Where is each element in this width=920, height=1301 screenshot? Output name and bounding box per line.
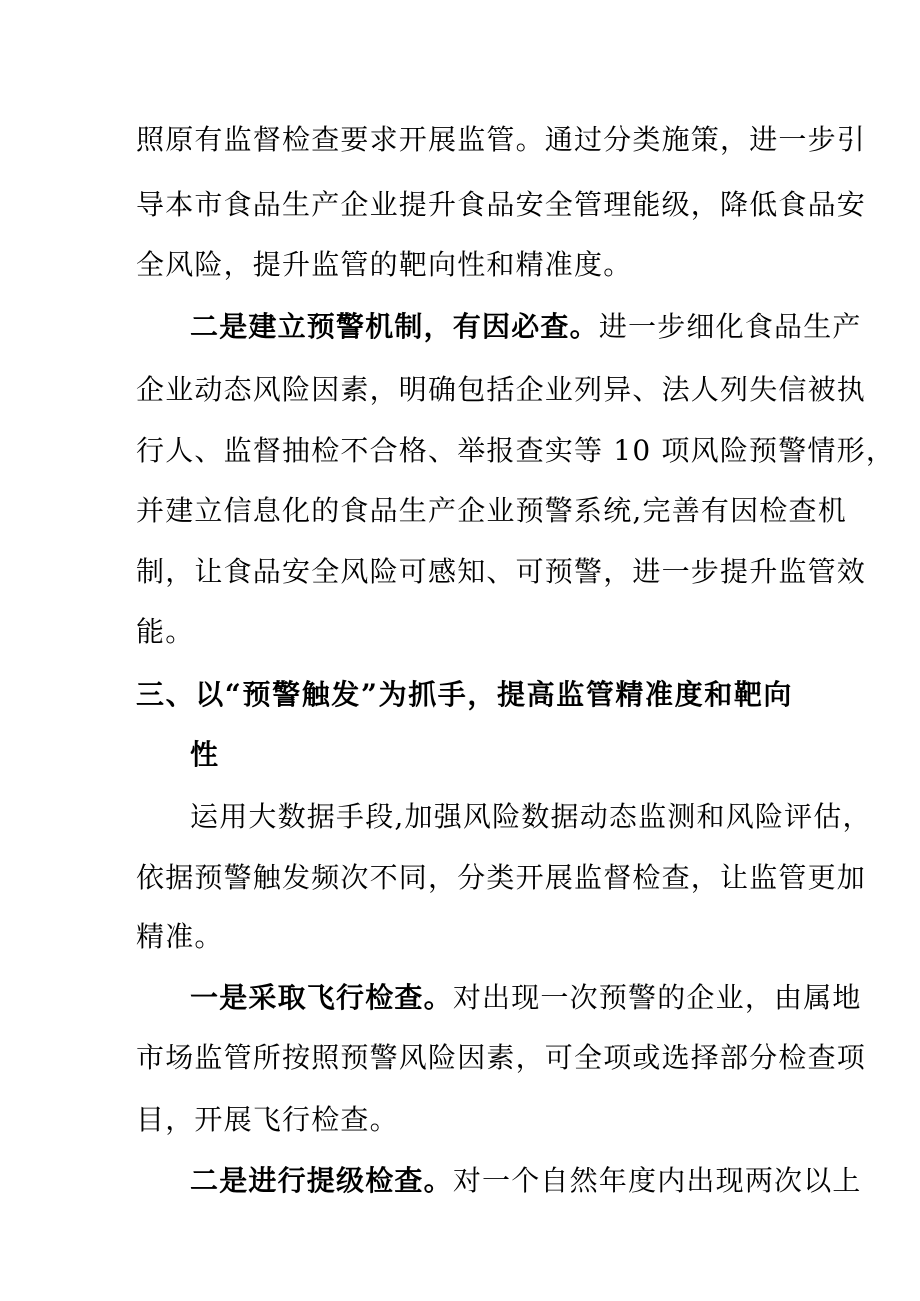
paragraph-2-line-2 <box>136 370 866 410</box>
paragraph-3-line-2 <box>136 858 866 898</box>
section-3-heading-line-2 <box>190 735 220 775</box>
text-run: 对一个自然年度内出现两次以上 <box>452 1164 862 1197</box>
bold-lead-in: 二是进行提级检查。 <box>190 1164 453 1197</box>
text-run: 能。 <box>136 615 195 648</box>
paragraph-5-line-1 <box>190 1161 862 1201</box>
paragraph-2-line-6 <box>136 612 194 652</box>
paragraph-2-line-3 <box>136 431 895 471</box>
text-run: 目，开展飞行检查。 <box>136 1103 399 1136</box>
text-run: 进一步细化食品生产 <box>598 310 862 343</box>
text-run: 企业动态风险因素，明确包括企业列异、法人列失信被执 <box>136 373 867 406</box>
text-run: 照原有监督检查要求开展监管。通过分类施策，进一步引 <box>136 123 867 156</box>
paragraph-3-line-3 <box>136 917 224 957</box>
paragraph-2-line-1 <box>190 307 862 347</box>
text-run: 市场监管所按照预警风险因素，可全项或选择部分检查项 <box>136 1041 867 1074</box>
paragraph-1-line-1 <box>136 120 866 160</box>
paragraph-1-line-3 <box>136 245 632 285</box>
text-run: 并建立信息化的食品生产企业预警系统,完善有因检查机 <box>136 494 847 527</box>
text-run: 对出现一次预警的企业，由属地 <box>452 981 862 1014</box>
text-run: 导本市食品生产企业提升食品安全管理能级，降低食品安 <box>136 188 867 221</box>
heading-text: 三、以“预警触发”为抓手，提高监管精准度和靶向 <box>136 678 794 711</box>
paragraph-4-line-2 <box>136 1038 866 1078</box>
paragraph-2-line-5 <box>136 552 866 592</box>
section-3-heading-line-1 <box>136 675 793 715</box>
bold-lead-in: 二是建立预警机制，有因必查。 <box>190 310 599 343</box>
text-run: 运用大数据手段,加强风险数据动态监测和风险评估， <box>190 800 872 833</box>
text-run: 全风险，提升监管的靶向性和精准度。 <box>136 248 633 281</box>
paragraph-3-line-1 <box>190 797 872 837</box>
paragraph-4-line-3 <box>136 1100 399 1140</box>
text-run: 制，让食品安全风险可感知、可预警，进一步提升监管效 <box>136 555 867 588</box>
text-run: 精准。 <box>136 920 224 953</box>
paragraph-1-line-2 <box>136 185 866 225</box>
paragraph-4-line-1 <box>190 978 862 1018</box>
text-run: 依据预警触发频次不同，分类开展监督检查，让监管更加 <box>136 861 867 894</box>
bold-lead-in: 一是采取飞行检查。 <box>190 981 453 1014</box>
text-run: 行人、监督抽检不合格、举报查实等 10 项风险预警情形， <box>136 434 896 467</box>
heading-text: 性 <box>190 738 220 771</box>
paragraph-2-line-4 <box>136 491 847 531</box>
